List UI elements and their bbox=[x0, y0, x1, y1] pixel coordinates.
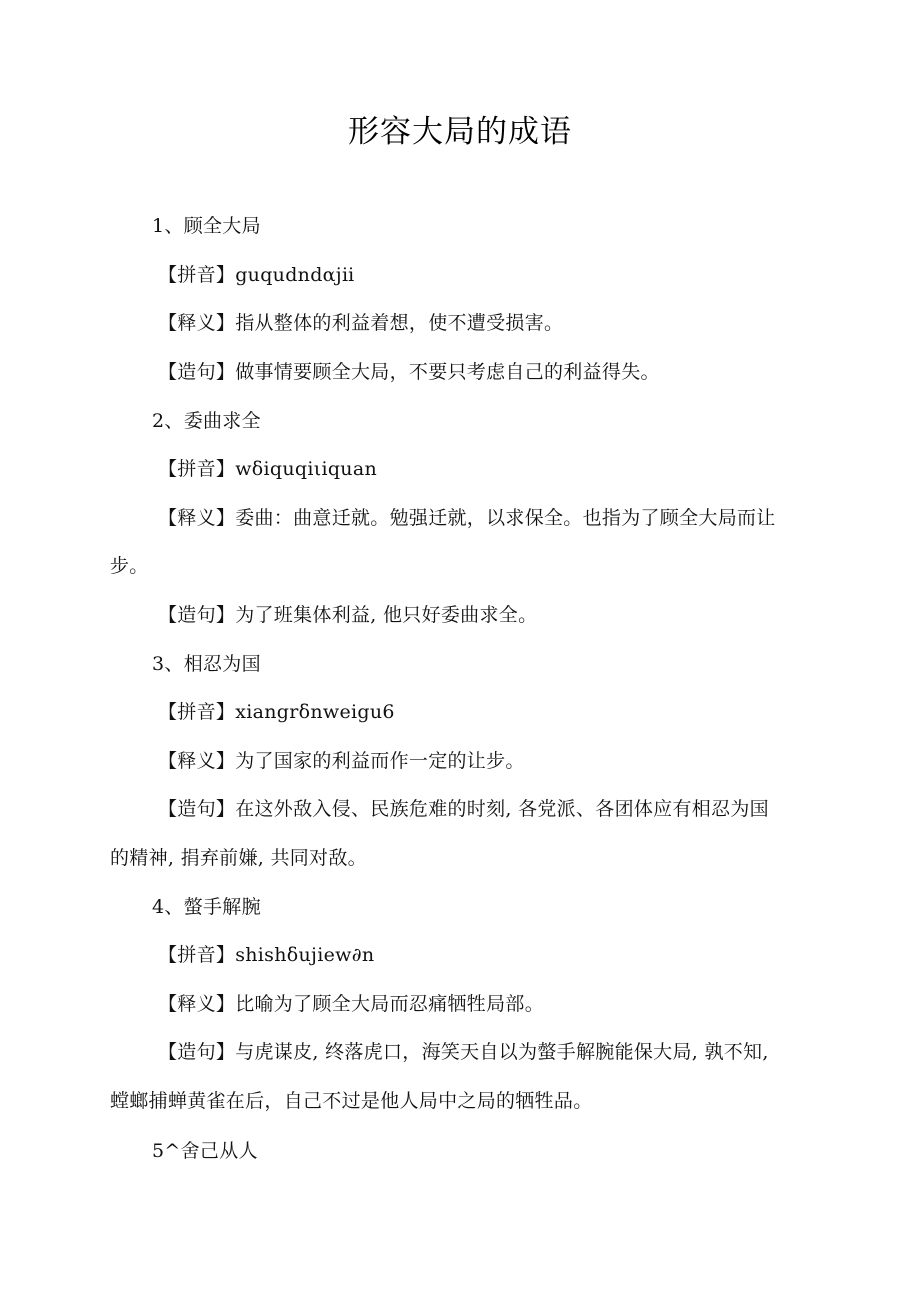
pinyin-line-4: 【拼音】shishδujiew∂n bbox=[158, 944, 375, 966]
idiom-heading-3: 3、相忍为国 bbox=[152, 653, 261, 675]
idiom-heading-4: 4、螫手解腕 bbox=[152, 896, 261, 918]
example-continuation-3: 的精神, 捐弃前嫌, 共同对敌。 bbox=[110, 847, 367, 869]
example-line-1: 【造句】做事情要顾全大局，不要只考虑自己的利益得失。 bbox=[158, 361, 660, 383]
definition-continuation-2: 步。 bbox=[110, 555, 149, 577]
definition-line-3: 【释义】为了国家的利益而作一定的让步。 bbox=[158, 750, 525, 772]
example-line-4: 【造句】与虎谋皮, 终落虎口，海笑天自以为螫手解腕能保大局, 孰不知, bbox=[158, 1041, 769, 1063]
example-line-3: 【造句】在这外敌入侵、民族危难的时刻, 各党派、各团体应有相忍为国 bbox=[158, 798, 769, 820]
example-continuation-4: 螳螂捕蝉黄雀在后，自己不过是他人局中之局的牺牲品。 bbox=[110, 1090, 593, 1112]
page-title: 形容大局的成语 bbox=[348, 114, 572, 150]
definition-line-1: 【释义】指从整体的利益着想，使不遭受损害。 bbox=[158, 312, 564, 334]
pinyin-line-1: 【拼音】guqudndαjⅱ bbox=[158, 264, 355, 286]
idiom-heading-2: 2、委曲求全 bbox=[152, 410, 261, 432]
definition-line-4: 【释义】比喻为了顾全大局而忍痛牺牲局部。 bbox=[158, 993, 545, 1015]
pinyin-line-2: 【拼音】wδiquqiιiquan bbox=[158, 458, 378, 480]
definition-line-2: 【释义】委曲：曲意迁就。勉强迁就，以求保全。也指为了顾全大局而让 bbox=[158, 507, 776, 529]
pinyin-line-3: 【拼音】xiangrδnweigu6 bbox=[158, 701, 395, 723]
idiom-heading-5: 5^舍己从人 bbox=[152, 1140, 258, 1162]
idiom-heading-1: 1、顾全大局 bbox=[152, 215, 261, 237]
example-line-2: 【造句】为了班集体利益, 他只好委曲求全。 bbox=[158, 604, 538, 626]
